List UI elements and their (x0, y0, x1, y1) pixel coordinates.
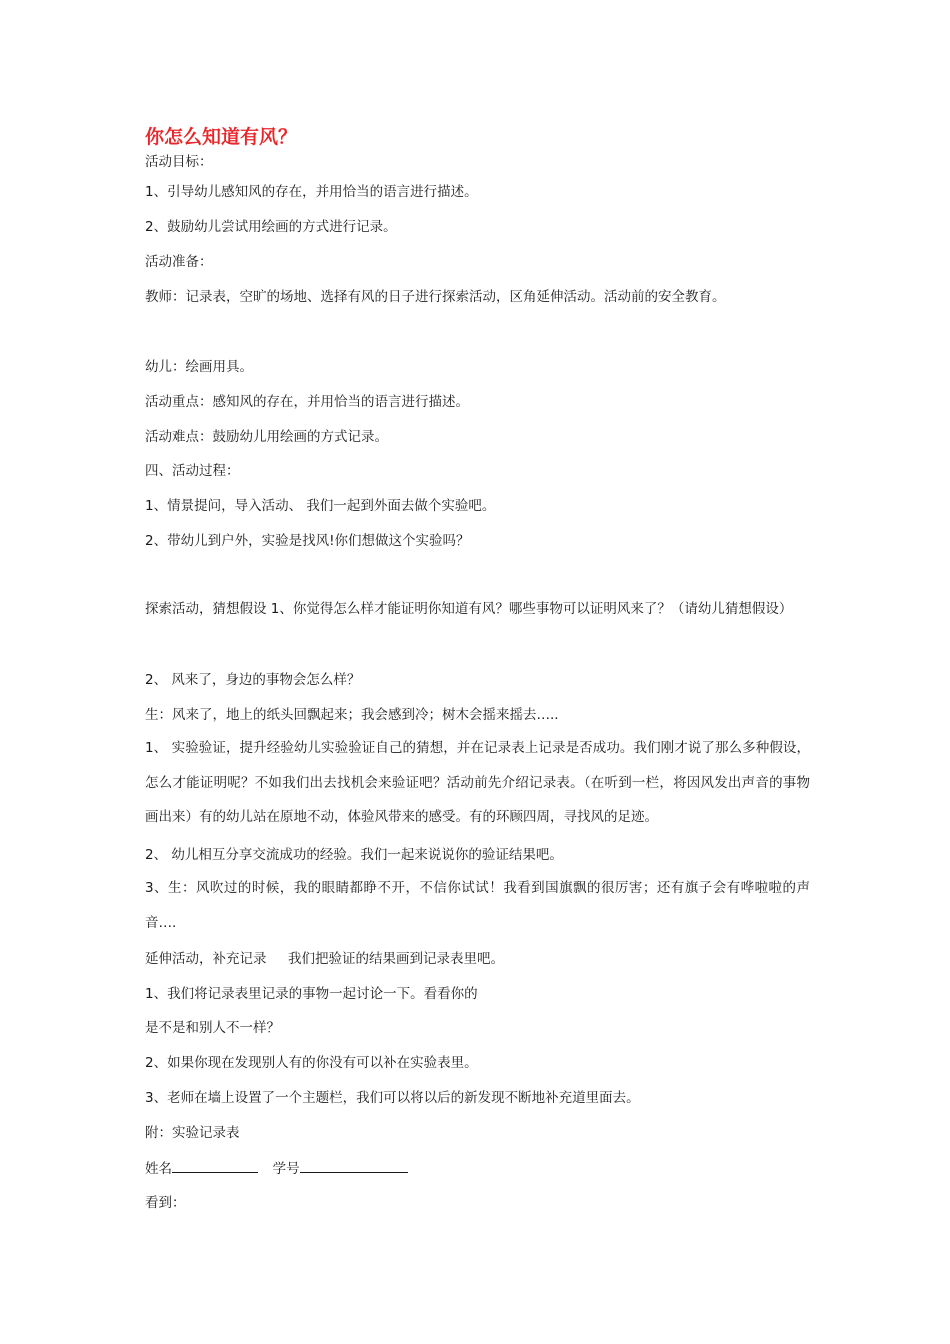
text-line: 活动难点：鼓励幼儿用绘画的方式记录。 (145, 429, 388, 445)
text-line: 附：实验记录表 (145, 1125, 240, 1141)
text-line: 1、情景提问，导入活动、 我们一起到外面去做个实验吧。 (145, 498, 496, 514)
text-line: 生：风来了，地上的纸头回飘起来；我会感到冷；树木会摇来摇去….. (145, 707, 559, 723)
document-title: 你怎么知道有风？ (145, 126, 298, 148)
text-line: 2、鼓励幼儿尝试用绘画的方式进行记录。 (145, 219, 397, 235)
text-line: 活动目标： (145, 154, 213, 170)
text-line: 活动重点：感知风的存在，并用恰当的语言进行描述。 (145, 394, 469, 410)
text-line: 看到： (145, 1195, 186, 1211)
text-line: 2、 风来了，身边的事物会怎么样？ (145, 672, 361, 688)
name-blank (172, 1158, 258, 1173)
id-label: 学号 (272, 1161, 300, 1177)
text-line: 是不是和别人不一样？ (145, 1020, 280, 1036)
text-line: 2、如果你现在发现别人有的你没有可以补在实验表里。 (145, 1055, 478, 1071)
record-form-fields (145, 1158, 408, 1179)
paragraph: 1、 实验验证，提升经验幼儿实验验证自己的猜想，并在记录表上记录是否成功。我们刚才说了那么多种假设，怎么才能证明呢？不如我们出去找机会来验证吧？活动前先介绍记录表。（在听到一栏，将因风发出声音的事物画出来）有的幼儿站在原地不动，体验风带来的感受。有的环顾四周，寻找风的足迹。 (145, 740, 810, 825)
text-line: 延伸活动，补充记录 我们把验证的结果画到记录表里吧。 (145, 951, 504, 967)
text-line: 2、 幼儿相互分享交流成功的经验。我们一起来说说你的验证结果吧。 (145, 847, 563, 863)
text-line: 幼儿：绘画用具。 (145, 359, 253, 375)
text-line: 活动准备： (145, 254, 213, 270)
text-line: 四、活动过程： (145, 463, 240, 479)
paragraph: 3、生：风吹过的时候，我的眼睛都睁不开，不信你试试！我看到国旗飘的很厉害；还有旗子会有哗啦啦的声音…. (145, 880, 810, 931)
text-line: 2、带幼儿到户外，实验是找风!你们想做这个实验吗？ (145, 533, 470, 549)
id-blank (300, 1158, 408, 1173)
name-label: 姓名 (145, 1161, 172, 1177)
text-line: 3、老师在墙上设置了一个主题栏，我们可以将以后的新发现不断地补充道里面去。 (145, 1090, 640, 1106)
text-line: 1、引导幼儿感知风的存在，并用恰当的语言进行描述。 (145, 184, 478, 200)
paragraph: 探索活动，猜想假设 1、你觉得怎么样才能证明你知道有风？哪些事物可以证明风来了？（请幼儿猜想假设） (145, 601, 793, 617)
text-line: 1、我们将记录表里记录的事物一起讨论一下。看看你的 (145, 986, 478, 1002)
text-line: 教师：记录表，空旷的场地、选择有风的日子进行探索活动，区角延伸活动。活动前的安全教育。 (145, 289, 726, 305)
